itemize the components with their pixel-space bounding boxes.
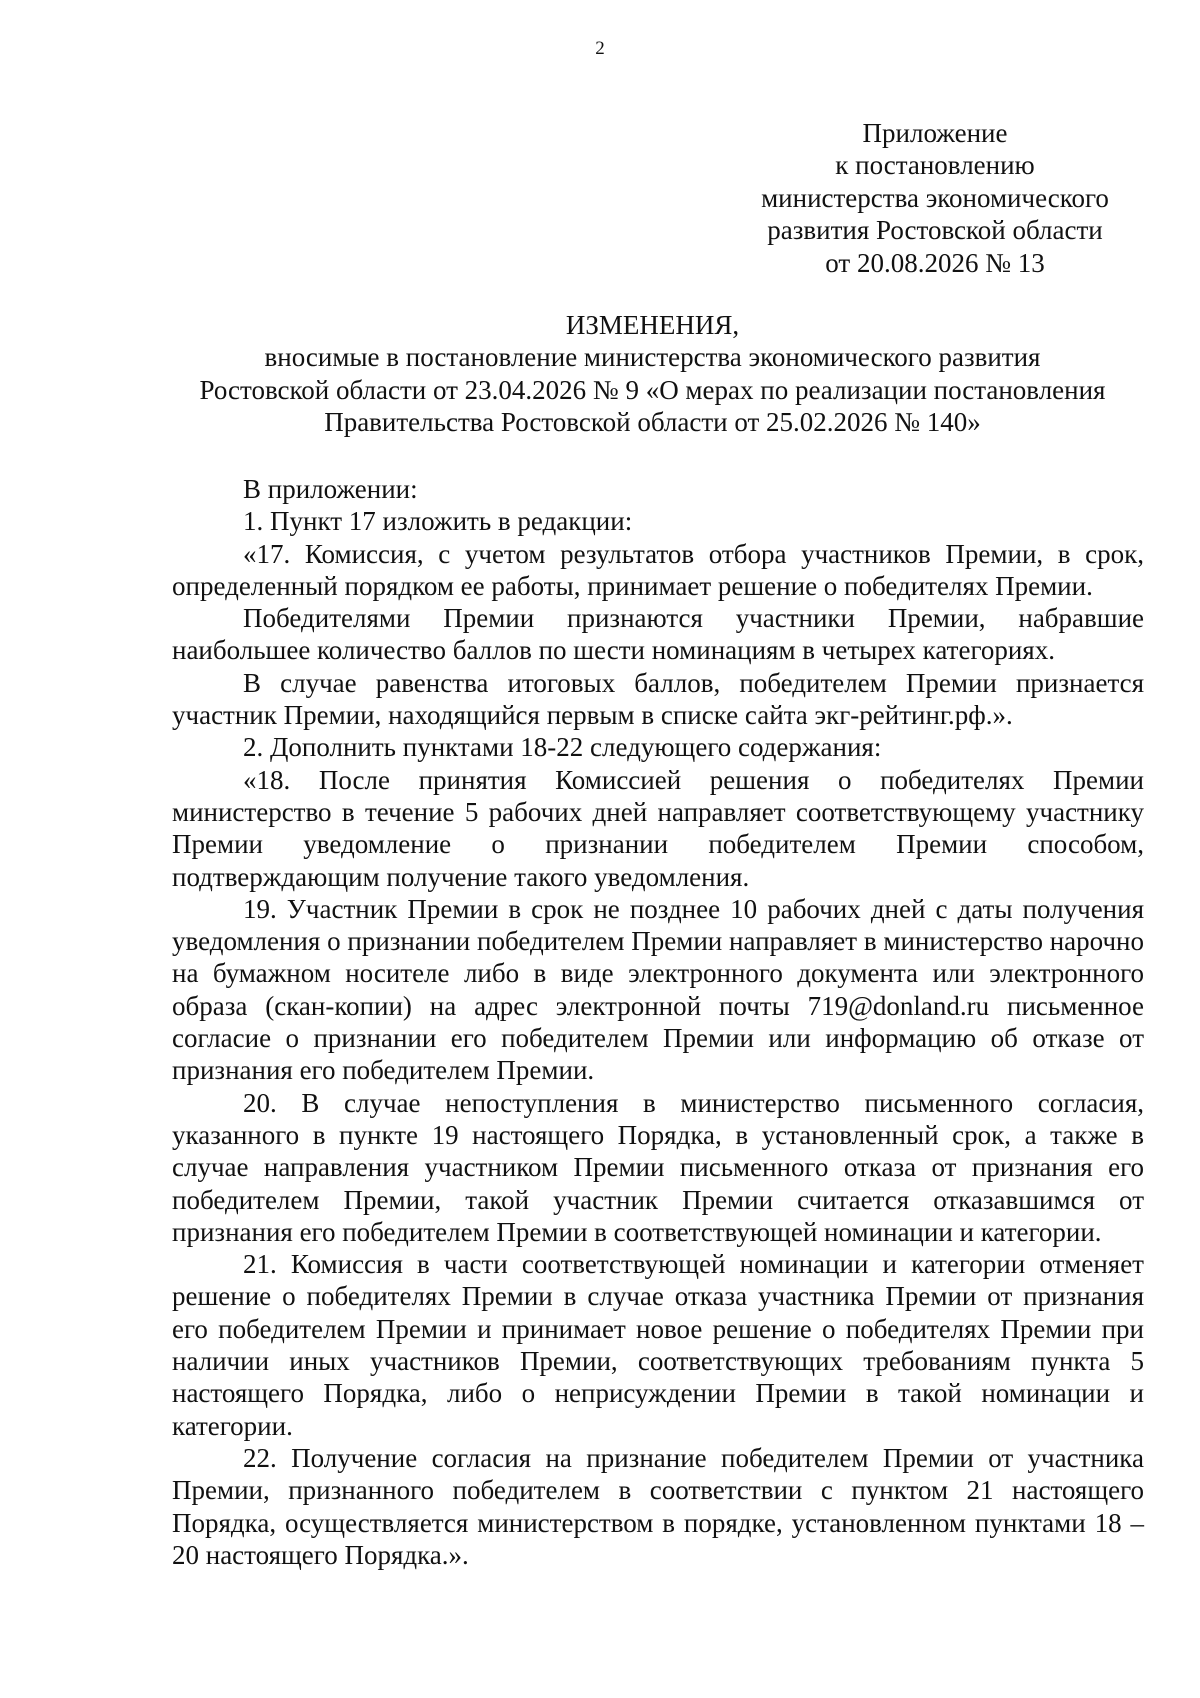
document-title xyxy=(160,309,1145,439)
title-line: Правительства Ростовской области от 25.02.2026 № 140» xyxy=(324,407,981,438)
paragraph: 22. Получение согласия на признание победителем Премии от участника Премии, признанного победителем в соответствии с пунктом 21 настоящего Порядка, осуществляется министерством в порядке, установленном пунктами 18 – 20 настоящего Порядка.». xyxy=(172,1442,1144,1570)
appendix-line: Приложение xyxy=(862,118,1008,148)
appendix-line: министерства экономического xyxy=(761,182,1109,213)
paragraph: «17. Комиссия, с учетом результатов отбора участников Премии, в срок, определенный порядком ее работы, принимает решение о победителях Премии. xyxy=(172,538,1144,601)
paragraph: 19. Участник Премии в срок не позднее 10 рабочих дней с даты получения уведомления о признании победителем Премии направляет в министерство нарочно на бумажном носителе либо в виде электронного документа или электронного образа (скан-копии) на адрес электронной почты 719@donland.ru письменное согласие о признании его победителем Премии или информацию об отказе от признания его победителем Премии. xyxy=(172,893,1144,1086)
appendix-line: к постановлению xyxy=(835,150,1035,181)
paragraph: В случае равенства итоговых баллов, победителем Премии признается участник Премии, находящийся первым в списке сайта экг-рейтинг.рф.». xyxy=(172,667,1144,731)
paragraph: В приложении: xyxy=(243,474,418,504)
paragraph: Победителями Премии признаются участники Премии, набравшие наибольшее количество баллов по шести номинациям в четырех категориях. xyxy=(172,603,1144,666)
appendix-line: от 20.08.2026 № 13 xyxy=(825,247,1045,278)
paragraph: 1. Пункт 17 изложить в редакции: xyxy=(243,506,633,537)
paragraph: 20. В случае непоступления в министерство письменного согласия, указанного в пункте 19 настоящего Порядка, в установленный срок, а также в случае направления участником Премии письменного отказа от признания его победителем Премии, такой участник Премии считается отказавшимся от признания его победителем Премии в соответствующей номинации и категории. xyxy=(172,1087,1144,1247)
title-line: вносимые в постановление министерства экономического развития xyxy=(264,342,1041,373)
paragraph: «18. После принятия Комиссией решения о победителях Премии министерство в течение 5 рабочих дней направляет соответствующему участнику Премии уведомление о признании победителем Премии способом, подтверждающим получение такого уведомления. xyxy=(172,764,1144,892)
document-body xyxy=(172,473,1144,1571)
title-line: Ростовской области от 23.04.2026 № 9 «О мерах по реализации постановления xyxy=(199,374,1106,405)
page-number: 2 xyxy=(595,38,605,59)
appendix-line: развития Ростовской области xyxy=(767,215,1103,246)
appendix-block xyxy=(735,117,1135,279)
title-heading: ИЗМЕНЕНИЯ, xyxy=(565,310,740,340)
paragraph: 21. Комиссия в части соответствующей номинации и категории отменяет решение о победителях Премии в случае отказа участника Премии от признания его победителем Премии и принимает новое решение о победителях Премии при наличии иных участников Премии, соответствующих требованиям пункта 5 настоящего Порядка, либо о неприсуждении Премии в такой номинации и категории. xyxy=(172,1249,1144,1441)
paragraph: 2. Дополнить пунктами 18-22 следующего содержания: xyxy=(243,732,882,763)
